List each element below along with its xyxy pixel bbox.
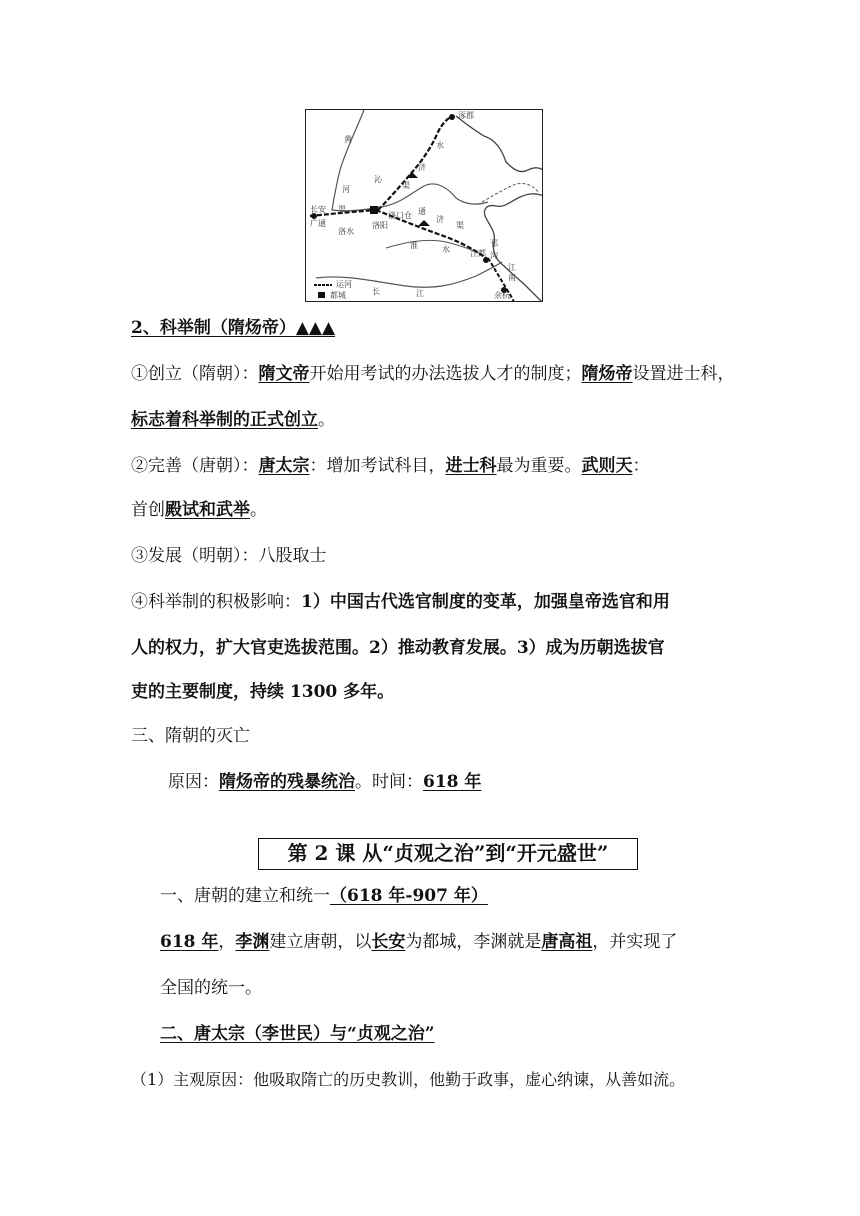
map-label-he: 河 xyxy=(342,185,350,194)
item2-prefix: ②完善（唐朝）： xyxy=(131,456,259,476)
map-label-luoyang: 洛阳 xyxy=(372,221,388,230)
map-label-luoshui: 洛水 xyxy=(338,227,354,236)
map-label-qu: 渠 xyxy=(402,181,410,190)
item1-suiwendi: 隋文帝 xyxy=(258,364,310,384)
map-label-shui2: 水 xyxy=(442,245,450,254)
lesson-2-title: 第 2 课 从“贞观之治”到“开元盛世” xyxy=(258,838,638,870)
time-value: 618 年 xyxy=(423,772,482,792)
map-label-changan: 长安 xyxy=(310,205,326,214)
item2-dianshi-wuju: 殿试和武举 xyxy=(165,500,250,520)
map-label-zhang: 长 xyxy=(372,287,380,296)
part1-year: 618 年 xyxy=(160,932,219,952)
keju-item-3: ③发展（明朝）：八股取士 xyxy=(131,546,327,566)
map-label-ji: 济 xyxy=(418,163,426,172)
item1-period: 。 xyxy=(318,410,335,430)
map-label-gou: 沟 xyxy=(490,251,498,260)
part1-text-f: 为都城，李渊就是 xyxy=(405,932,542,952)
item1-establish-mark: 标志着科举制的正式创立 xyxy=(131,410,318,430)
sui-fall-detail xyxy=(168,772,481,792)
item2-colon: ： xyxy=(632,456,650,476)
map-label-tong: 通 xyxy=(418,207,426,216)
map-label-nan: 南 xyxy=(508,273,516,282)
map-legend-capital: 都城 xyxy=(330,291,346,300)
keju-item-4-line-3: 吏的主要制度，持续 1300 多年。 xyxy=(131,682,395,702)
item2-text-g: 首创 xyxy=(131,500,165,520)
map-label-huai: 淮 xyxy=(410,241,418,250)
map-label-shui: 水 xyxy=(436,141,444,150)
map-label-qin: 沁 xyxy=(374,175,382,184)
part1-text-d: 建立唐朝，以 xyxy=(269,932,372,952)
part1-liyuan: 李渊 xyxy=(235,932,270,952)
part1-comma: ， xyxy=(218,932,236,952)
map-label-jiang: 江 xyxy=(416,289,424,298)
map-label-huang: 黄 xyxy=(344,135,352,144)
map-label-jiangdu: 江都 xyxy=(470,249,486,258)
part2-heading: 二、唐太宗（李世民）与“贞观之治” xyxy=(160,1024,435,1044)
map-label-qu3: 渠 xyxy=(456,221,464,230)
map-label-han: 邗 xyxy=(490,239,498,248)
item2-period: 。 xyxy=(250,500,267,520)
map-legend-canal: 运河 xyxy=(336,280,352,289)
keju-item-2-line-1 xyxy=(131,456,650,476)
item4-prefix: ④科举制的积极影响： xyxy=(131,592,301,612)
item2-text-d: 最为重要。 xyxy=(496,456,582,476)
map-label-luokoucang: 洛口仓 xyxy=(388,211,412,220)
keju-item-4-line-2: 人的权力，扩大官吏选拔范围。2）推动教育发展。3）成为历朝选拔官 xyxy=(131,638,665,658)
map-label-yuhang: 余杭 xyxy=(494,291,510,300)
item1-text-b: 开始用考试的办法选拔人才的制度； xyxy=(309,364,582,384)
map-label-qu2: 渠 xyxy=(338,205,346,214)
part1-dates: （618 年-907 年） xyxy=(330,886,488,906)
keju-item-4-line-1 xyxy=(131,592,670,612)
part1-text-h: ，并实现了 xyxy=(592,932,678,952)
grand-canal-map xyxy=(305,109,543,302)
keju-item-1-line-1 xyxy=(131,364,735,384)
part1-heading-line xyxy=(160,886,488,906)
item1-text-d: 设置进士科， xyxy=(632,364,735,384)
item2-text-b: ：增加考试科目， xyxy=(309,456,446,476)
time-label: 。时间： xyxy=(355,772,423,792)
section-heading-sui-fall: 三、隋朝的灭亡 xyxy=(131,726,250,746)
part1-tanggaozu: 唐高祖 xyxy=(541,932,593,952)
part1-text-line-1 xyxy=(160,932,677,952)
map-label-jiang-n: 江 xyxy=(508,263,516,272)
map-label-zhuojun: 涿郡 xyxy=(458,111,474,120)
item4-text-1: 1）中国古代选官制度的变革，加强皇帝选官和用 xyxy=(301,592,670,612)
section-heading-keju: 2、科举制（隋炀帝）▲▲▲ xyxy=(131,318,336,338)
part1-changan: 长安 xyxy=(371,932,406,952)
item1-prefix: ①创立（隋朝）： xyxy=(131,364,259,384)
keju-item-1-line-2 xyxy=(131,410,335,430)
map-label-guangtong: 广通 xyxy=(310,219,326,228)
item2-jinshike: 进士科 xyxy=(445,456,497,476)
map-label-ji2: 济 xyxy=(436,215,444,224)
item2-wuzetian: 武则天 xyxy=(581,456,633,476)
part2-item-1: （1）主观原因：他吸取隋亡的历史教训，他勤于政事，虚心纳谏，从善如流。 xyxy=(131,1070,686,1089)
keju-item-2-line-2 xyxy=(131,500,267,520)
reason-value: 隋炀帝的残暴统治 xyxy=(219,772,355,792)
part1-text-line-2: 全国的统一。 xyxy=(160,978,262,998)
part1-heading: 一、唐朝的建立和统一 xyxy=(160,886,330,906)
item1-suiyangdi: 隋炀帝 xyxy=(581,364,633,384)
item2-tangtaizong: 唐太宗 xyxy=(258,456,310,476)
reason-label: 原因： xyxy=(168,772,219,792)
